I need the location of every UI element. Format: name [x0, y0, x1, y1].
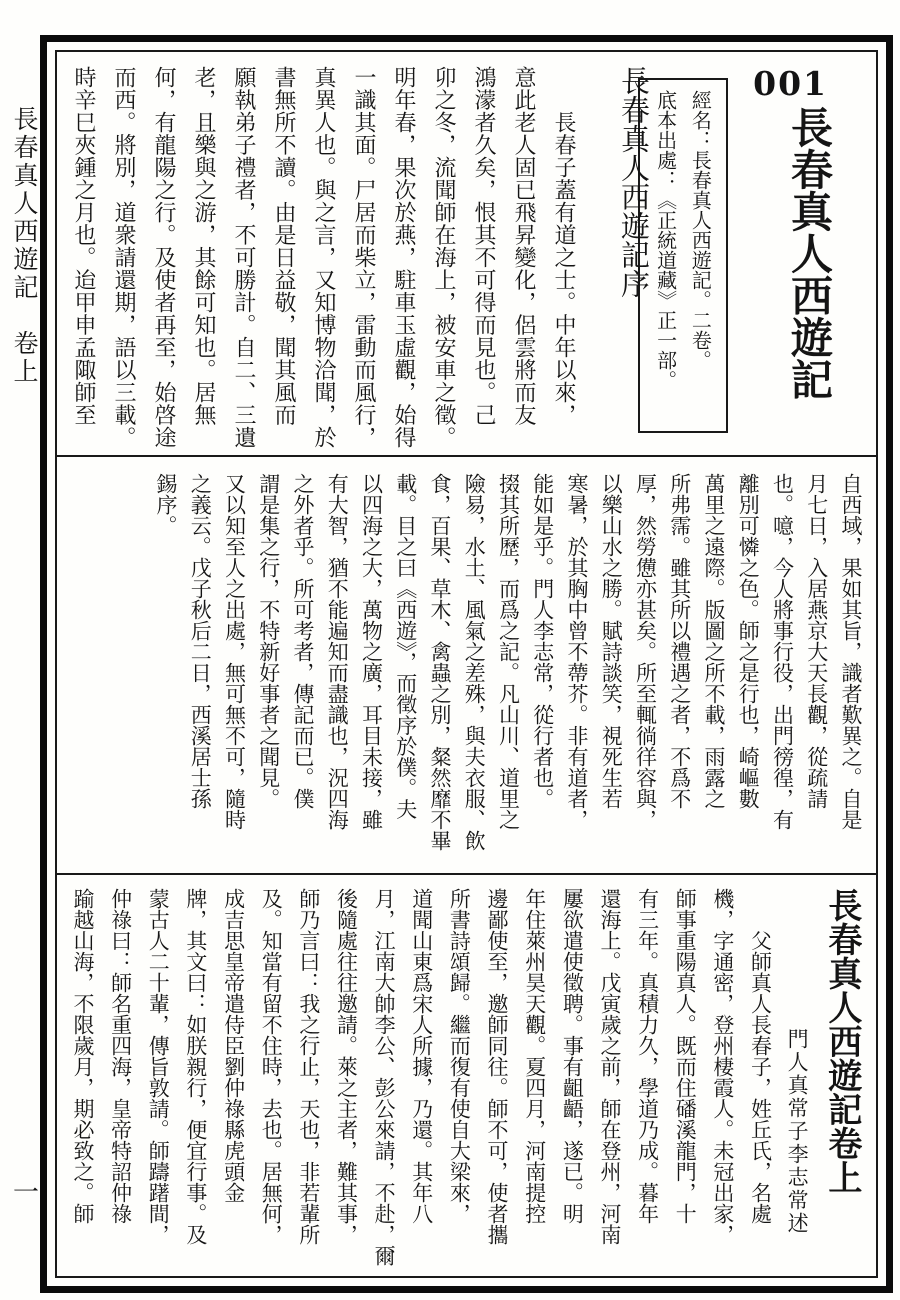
- text-column: 邊鄙使至，邀師同往。師不可，使者攜: [485, 888, 510, 1245]
- chapter-title: 長春真人西遊記卷上: [821, 888, 862, 1194]
- running-title: 長春真人西遊記 卷上: [10, 106, 39, 386]
- text-column: 師乃言曰：我之行止，天也，非若輩所: [296, 888, 321, 1245]
- text-column: 能如是乎。門人李志常，從行者也。: [530, 473, 555, 809]
- text-column: 屢欲遣使徵聘。事有齟齬，遂已。明: [560, 888, 585, 1224]
- text-column: 一識其面。尸居而柴立，雷動而風行，: [351, 66, 376, 449]
- text-column: 險易，水土、風氣之差殊，與夫衣服、飲: [462, 473, 487, 851]
- register-bottom: [57, 875, 876, 1270]
- text-column: 錫序。: [154, 473, 178, 536]
- text-column: 道聞山東爲宋人所據，乃還。其年八: [409, 888, 434, 1224]
- text-column: 後隨處往往邀請。萊之主者，難其事，: [334, 888, 359, 1245]
- text-column: 所弗霈。雖其所以禮遇之者，不爲不: [667, 473, 692, 809]
- text-column: 蒙古人二十輩，傳旨敦請。師躊躇間，: [146, 888, 171, 1245]
- text-column: 厚，然勞憊亦甚矣。所至輒徜徉容與，: [633, 473, 658, 830]
- text-column: 之外者乎。所可考者，傳記而已。僕: [291, 473, 315, 809]
- chapter-text: [69, 888, 864, 1270]
- text-column: 踰越山海，不限歲月，期必致之。師: [71, 888, 95, 1224]
- text-column: 萬里之遠際。版圖之所不載，雨露之: [702, 473, 726, 809]
- text-column: 牌，其文曰：如朕親行，便宜行事。及: [183, 888, 208, 1245]
- text-column: 成吉思皇帝遣侍臣劉仲祿縣虎頭金: [221, 888, 246, 1203]
- text-column: 老，且樂與之游，其餘可知也。居無: [191, 66, 216, 426]
- folio-number: 一: [13, 1178, 40, 1208]
- page-frame: [40, 35, 893, 1293]
- text-column: 所書詩頌歸。繼而復有使自大梁來，: [447, 888, 472, 1224]
- text-column: 之義云。戊子秋后二日，西溪居士孫: [188, 473, 213, 809]
- book-title: 長春真人西遊記: [785, 106, 834, 400]
- text-column: 還海上。戊寅歲之前，師在登州，河南: [597, 888, 622, 1245]
- preface-text-top: [69, 66, 653, 451]
- text-column: 長春子蓋有道之士。中年以來，: [551, 111, 576, 426]
- text-column: 何，有龍陽之行。及使者再至，始啓途: [151, 66, 176, 449]
- text-column: 而西。將別，道衆請還期，語以三載。: [111, 66, 136, 449]
- text-column: 仲祿曰：師名重四海，皇帝特詔仲祿: [108, 888, 133, 1224]
- text-column: 以樂山水之勝。賦詩談笑，視死生若: [599, 473, 624, 809]
- text-column: 意此老人固已飛昇變化，侶雲將而友: [511, 66, 536, 426]
- text-column: 明年春，果次於燕，駐車玉虛觀，始得: [391, 66, 416, 449]
- text-column: 願執弟子禮者，不可勝計。自二、三遺: [231, 66, 256, 449]
- inner-border: [55, 50, 878, 1278]
- text-column: 月七日，入居燕京大天長觀，從疏請: [804, 473, 829, 809]
- text-column: 自西域，果如其旨，識者歎異之。自是: [839, 473, 863, 830]
- chapter-byline: 門人真常子李志常述: [785, 1028, 810, 1235]
- preface-text-middle: [152, 473, 864, 873]
- scripture-source: 底本出處：《正統道藏》正一部。: [653, 90, 678, 390]
- scripture-name: 經名：長春真人西遊記。二卷。: [688, 90, 713, 370]
- text-column: 以四海之大，萬物之廣，耳目未接，雖: [359, 473, 384, 830]
- text-column: 機，字通密，登州棲霞人。未冠出家，: [710, 888, 735, 1245]
- text-column: 有三年。真積力久，學道乃成。暮年: [635, 888, 660, 1224]
- text-column: 有大智，猶不能遍知而盡識也，況四海: [325, 473, 350, 830]
- text-column: 月，江南大帥李公、彭公來請，不赴，爾: [372, 888, 397, 1266]
- text-column: 載。目之曰《西遊》，而徵序於僕。夫: [393, 473, 418, 820]
- register-middle: [57, 457, 876, 875]
- preface-title: 長春真人西遊記序: [617, 66, 651, 298]
- text-column: 掇其所歷，而爲之記。凡山川、道里之: [496, 473, 521, 830]
- text-column: 時辛巳夾鍾之月也。迨甲申孟陬師至: [71, 66, 96, 426]
- text-column: 真異人也。與之言，又知博物洽聞，於: [311, 66, 336, 449]
- text-column: 謂是集之行，不特新好事者之聞見。: [256, 473, 281, 809]
- text-column: 食，百果、草木、禽蟲之別，粲然靡不畢: [428, 473, 452, 851]
- text-column: 也。噫，今人將事行役，出門徬徨，有: [770, 473, 795, 830]
- register-top: [57, 52, 876, 457]
- text-column: 書無所不讀。由是日益敬，聞其風而: [271, 66, 296, 426]
- text-column: 及。知當有留不住時，去也。居無何，: [259, 888, 284, 1245]
- text-column: 卯之冬，流聞師在海上，被安車之徵。: [431, 66, 456, 449]
- volume-code: 001: [753, 64, 828, 103]
- text-column: 師事重陽真人。既而住磻溪龍門，十: [673, 888, 698, 1224]
- text-column: 年住萊州昊天觀。夏四月，河南提控: [522, 888, 547, 1224]
- text-column: 父師真人長春子，姓丘氏，名處: [748, 930, 773, 1224]
- text-column: 寒暑，於其胸中曾不蔕芥。非有道者，: [565, 473, 589, 830]
- text-column: 又以知至人之出處，無可無不可，隨時: [222, 473, 247, 830]
- text-column: 鴻濛者久矣，恨其不可得而見也。己: [471, 66, 496, 426]
- text-column: 離別可憐之色。師之是行也，崎嶇數: [736, 473, 761, 809]
